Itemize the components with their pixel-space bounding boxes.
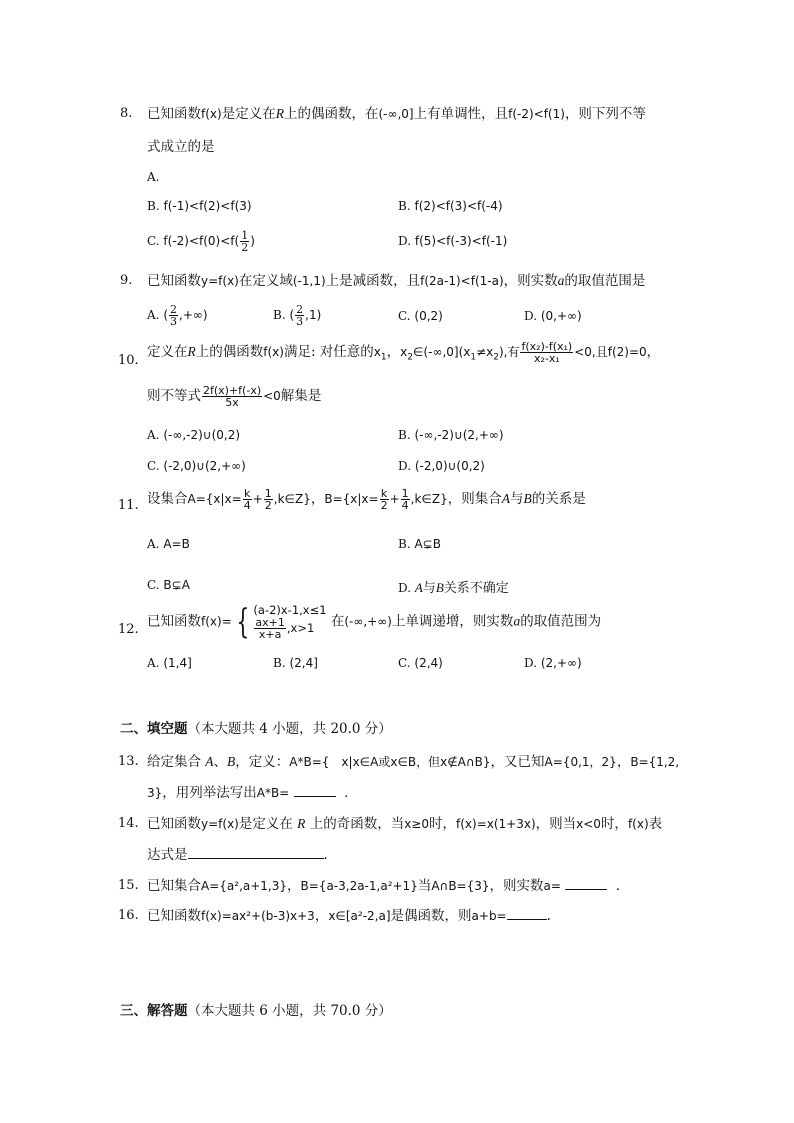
- q12-stem: 已知函数f(x)= { (a-2)x-1,x≤1 $\frac{ax+1}{x+a}$ ,x>1 在(-∞,+∞)上单调递增，则实数a的取值范围为: [147, 602, 602, 643]
- q10-number: 10.: [118, 353, 139, 368]
- answer-blank[interactable]: [188, 846, 324, 859]
- q10-stem-line1: 定义在R上的偶函数f(x)满足: 对任意的$x_1$，$x_2\in(-\infty,0](x_1\ne x_2)$,有 $\frac{\text{f(x₂)-f(x₁)}}{\text{x₂-x₁}}$ <0,且f(2)=0，: [147, 340, 661, 365]
- q14-stem-line1: 已知函数y=f(x)是定义在 R 上的奇函数，当x≥0时，f(x)=x(1+3x)，则当x<0时，f(x)表: [147, 816, 663, 832]
- q12-option-a: A. (1,4]: [147, 656, 192, 670]
- q9-stem: 已知函数y=f(x)在定义域(-1,1)上是减函数，且f(2a-1)<f(1-a)，则实数a的取值范围是: [147, 273, 646, 289]
- fraction: $\frac{k}{2}$: [380, 487, 388, 512]
- q9-option-c: C. (0,2): [398, 309, 443, 323]
- q11-stem: 设集合A={x|x= $\frac{k}{4}$ + $\frac{1}{2}$ ,k∈Z}，B={x|x= $\frac{k}{2}$ + $\frac{1}{4}$ ,k∈Z}，则集合A与B的关系是: [147, 487, 586, 512]
- q10-option-d: D. (-2,0)∪(0,2): [398, 459, 485, 473]
- fraction: $\frac{k}{4}$: [243, 487, 251, 512]
- section-title-fill-in: 二、填空题（本大题共 4 小题，共 20.0 分）: [120, 721, 392, 737]
- q8-number: 8.: [120, 106, 133, 121]
- q10-option-c: C. (-2,0)∪(2,+∞): [147, 459, 246, 473]
- q8-stem-line1: 已知函数f(x)是定义在R上的偶函数，在(-∞,0]上有单调性，且f(-2)<f(1)，则下列不等: [147, 106, 646, 122]
- q12-number: 12.: [118, 622, 139, 637]
- q10-stem-line2: 则不等式 $\frac{2f(x)+f(-x)}{5x}$ <0解集是: [147, 384, 322, 409]
- fraction: $\frac{ax+1}{x+a}$: [255, 616, 285, 642]
- q8-option-b2: B. f(2)<f(3)<f(-4): [398, 199, 503, 213]
- piecewise-function: (a-2)x-1,x≤1 $\frac{ax+1}{x+a}$ ,x>1: [253, 603, 327, 642]
- q13-stem-line2: 3}，用列举法写出A*B= ．: [147, 785, 358, 801]
- q11-option-d: D. A与B关系不确定: [398, 580, 509, 596]
- answer-blank[interactable]: [565, 877, 607, 890]
- answer-blank[interactable]: [294, 784, 336, 797]
- q13-stem-line1: 给定集合 A、B，定义：A*B={ x|x∈A或x∈B，但x∉A∩B}，又已知A={0,1，2}，B={1,2,: [147, 754, 680, 770]
- fraction: $\frac{\text{f(x₂)-f(x₁)}}{\text{x₂-x₁}}$: [521, 340, 573, 365]
- fraction: $\frac{2}{3}$: [296, 303, 304, 328]
- q14-stem-line2: 达式是 ．: [147, 847, 337, 863]
- fraction: $\frac{1}{2}$: [241, 229, 249, 254]
- q11-number: 11.: [118, 498, 139, 513]
- q9-number: 9.: [120, 273, 133, 288]
- q16-number: 16.: [118, 908, 139, 923]
- fraction: $\frac{2}{3}$: [170, 303, 177, 328]
- q11-option-a: A. A=B: [147, 537, 190, 551]
- q8-stem-line2: 式成立的是: [147, 139, 215, 155]
- q8-option-d: D. f(5)<f(-3)<f(-1): [398, 234, 508, 248]
- q16-stem: 已知函数f(x)=ax²+(b-3)x+3，x∈[a²-2,a]是偶函数，则a+b= .: [147, 908, 551, 924]
- fraction: $\frac{2f(x)+f(-x)}{5x}$: [203, 384, 262, 409]
- q14-number: 14.: [118, 816, 139, 831]
- q12-option-b: B. (2,4]: [273, 656, 318, 670]
- q9-option-d: D. (0,+∞): [524, 309, 582, 323]
- q8-option-a: A.: [147, 170, 160, 184]
- left-brace: {: [236, 602, 250, 643]
- fraction: $\frac{1}{2}$: [264, 487, 272, 512]
- q9-option-b: B. ( $\frac{2}{3}$ ,1): [273, 303, 322, 328]
- q11-option-c: C. B⊊A: [147, 578, 190, 592]
- q8-option-c: C. f(-2)<f(0)<f( $\frac{1}{2}$ ): [147, 229, 255, 254]
- q11-option-b: B. A⊊B: [398, 537, 441, 551]
- q9-option-a: A. ( $\frac{2}{3}$ ,+∞): [147, 303, 208, 328]
- q13-number: 13.: [118, 754, 139, 769]
- q15-number: 15.: [118, 878, 139, 893]
- q15-stem: 已知集合A={a²,a+1,3}，B={a-3,2a-1,a²+1}当A∩B={3}，则实数a= ．: [147, 878, 630, 894]
- q8-option-b: B. f(-1)<f(2)<f(3): [147, 199, 252, 213]
- fraction: $\frac{1}{4}$: [401, 487, 409, 512]
- answer-blank[interactable]: [507, 907, 547, 920]
- q12-option-d: D. (2,+∞): [524, 656, 582, 670]
- q10-option-b: B. (-∞,-2)∪(2,+∞): [398, 428, 504, 442]
- q12-option-c: C. (2,4): [398, 656, 443, 670]
- q10-option-a: A. (-∞,-2)∪(0,2): [147, 428, 241, 442]
- section-title-solution: 三、解答题（本大题共 6 小题，共 70.0 分）: [120, 1003, 392, 1019]
